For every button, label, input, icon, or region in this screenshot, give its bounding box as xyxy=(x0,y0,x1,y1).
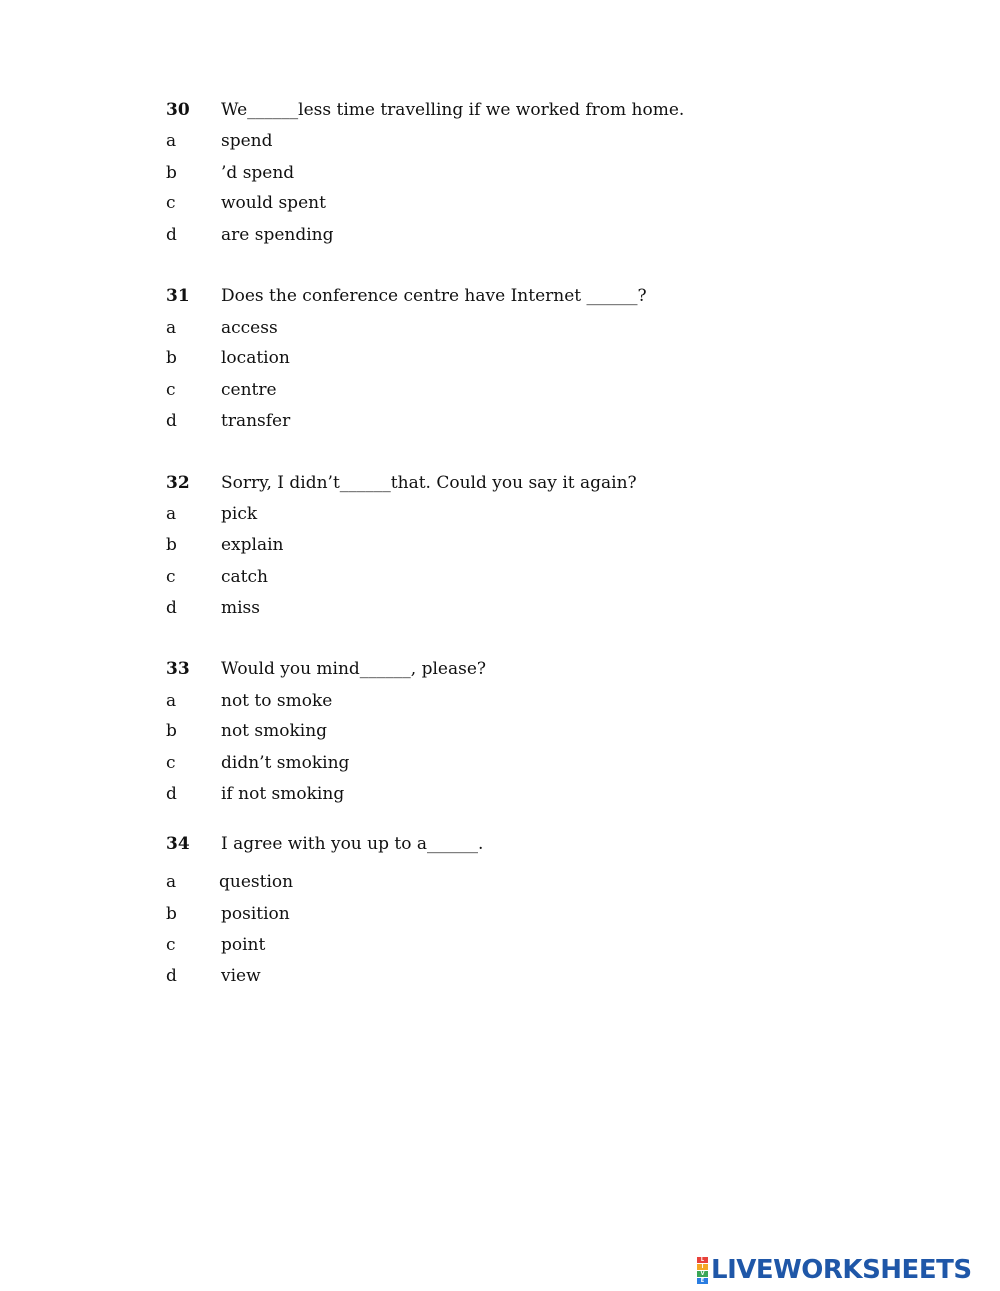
option-text[interactable]: view xyxy=(221,966,261,986)
logo-mark-icon xyxy=(697,1257,708,1284)
logo-mark-cell: E xyxy=(697,1278,708,1284)
question-number: 34 xyxy=(166,834,190,854)
question-number: 30 xyxy=(166,100,190,120)
logo-mark-cell: I xyxy=(697,1264,708,1270)
option-text[interactable]: question xyxy=(219,872,294,892)
option-letter: d xyxy=(166,598,177,618)
option-letter: d xyxy=(166,225,177,245)
option-letter: a xyxy=(166,131,177,151)
option-letter: b xyxy=(166,721,177,741)
option-text[interactable]: miss xyxy=(221,598,261,618)
option-text[interactable]: position xyxy=(221,904,290,924)
question-number: 32 xyxy=(166,473,190,493)
option-letter: d xyxy=(166,966,177,986)
option-letter: c xyxy=(166,935,176,955)
question-number: 31 xyxy=(166,286,190,306)
option-letter: a xyxy=(166,318,177,338)
option-letter: c xyxy=(166,753,176,773)
question-prompt: I agree with you up to a______. xyxy=(221,834,484,854)
question-prompt: Would you mind______, please? xyxy=(221,659,487,679)
option-text[interactable]: location xyxy=(221,348,290,368)
liveworksheets-logo[interactable] xyxy=(697,1255,972,1285)
option-letter: a xyxy=(166,872,177,892)
option-letter: a xyxy=(166,504,177,524)
logo-mark-cell: L xyxy=(697,1257,708,1263)
option-text[interactable]: point xyxy=(221,935,266,955)
option-letter: c xyxy=(166,380,176,400)
option-text[interactable]: centre xyxy=(221,380,277,400)
question-number: 33 xyxy=(166,659,190,679)
option-letter: c xyxy=(166,567,176,587)
option-letter: b xyxy=(166,904,177,924)
option-letter: a xyxy=(166,691,177,711)
option-letter: c xyxy=(166,193,176,213)
option-text[interactable]: ’d spend xyxy=(221,163,295,183)
logo-text: LIVEWORKSHEETS xyxy=(711,1255,972,1285)
option-text[interactable]: spend xyxy=(221,131,273,151)
option-text[interactable]: if not smoking xyxy=(221,784,345,804)
option-letter: d xyxy=(166,784,177,804)
option-letter: b xyxy=(166,348,177,368)
option-text[interactable]: transfer xyxy=(221,411,291,431)
option-text[interactable]: are spending xyxy=(221,225,334,245)
option-text[interactable]: catch xyxy=(221,567,268,587)
option-letter: d xyxy=(166,411,177,431)
option-text[interactable]: access xyxy=(221,318,278,338)
question-prompt: Sorry, I didn’t______that. Could you say it again? xyxy=(221,473,637,493)
option-text[interactable]: pick xyxy=(221,504,258,524)
option-text[interactable]: not to smoke xyxy=(221,691,333,711)
option-letter: b xyxy=(166,163,177,183)
question-prompt: Does the conference centre have Internet ______? xyxy=(221,286,647,306)
option-text[interactable]: would spent xyxy=(221,193,326,213)
logo-mark-cell: V xyxy=(697,1271,708,1277)
option-text[interactable]: explain xyxy=(221,535,284,555)
question-prompt: We______less time travelling if we worked from home. xyxy=(221,100,685,120)
option-letter: b xyxy=(166,535,177,555)
option-text[interactable]: not smoking xyxy=(221,721,328,741)
option-text[interactable]: didn’t smoking xyxy=(221,753,350,773)
